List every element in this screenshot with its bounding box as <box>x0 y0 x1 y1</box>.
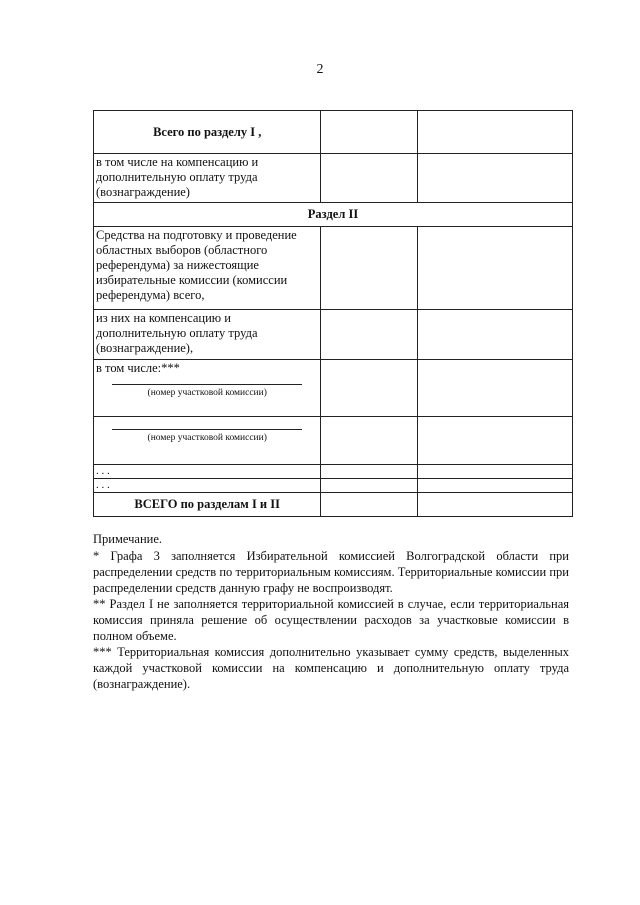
including-cell <box>94 360 321 417</box>
commission-caption: (номер участковой комиссии) <box>147 388 267 398</box>
table-cell <box>321 360 418 417</box>
ellipsis-row-label: . . . <box>94 465 321 479</box>
section2-funds-label: Средства на подготовку и проведение областных выборов (областного референдума) за нижестоящие избирательные комиссии (комиссии референдума) всего, <box>94 227 321 310</box>
table-cell <box>321 111 418 154</box>
table-cell <box>418 417 573 465</box>
section1-total-label: Всего по разделу I , <box>94 111 321 154</box>
table-row <box>94 203 573 227</box>
table-cell <box>321 493 418 517</box>
budget-table <box>93 110 573 517</box>
table-row <box>94 465 573 479</box>
commission-cell <box>94 417 321 465</box>
table-cell <box>418 493 573 517</box>
table-cell <box>321 154 418 203</box>
page-number: 2 <box>316 62 324 77</box>
notes-section <box>93 531 569 692</box>
grand-total-label: ВСЕГО по разделам I и II <box>94 493 321 517</box>
table-cell <box>321 479 418 493</box>
including-label: в том числе:*** <box>96 361 180 375</box>
table-row <box>94 479 573 493</box>
commission-blank-line <box>112 383 302 385</box>
table-cell <box>418 111 573 154</box>
table-cell <box>418 479 573 493</box>
notes-title: Примечание. <box>93 532 163 546</box>
table-cell <box>321 465 418 479</box>
commission-caption: (номер участковой комиссии) <box>147 433 267 443</box>
table-row <box>94 227 573 310</box>
table-cell <box>418 227 573 310</box>
note-3: *** Территориальная комиссия дополнительно указывает сумму средств, выделенных каждой участковой комиссии на компенсацию и дополнительную оплату труда (вознаграждение). <box>93 645 569 691</box>
table-cell <box>418 360 573 417</box>
commission-blank-line <box>112 428 302 430</box>
table-row <box>94 111 573 154</box>
table-cell <box>321 227 418 310</box>
note-2: ** Раздел I не заполняется территориальной комиссией в случае, если территориальная комиссия приняла решение об осуществлении расходов за участковые комиссии в полном объеме. <box>93 597 569 643</box>
table-row <box>94 493 573 517</box>
ellipsis-row-label: . . . <box>94 479 321 493</box>
section2-comp-label: из них на компенсацию и дополнительную оплату труда (вознаграждение), <box>94 310 321 360</box>
table-row <box>94 310 573 360</box>
section1-comp-label: в том числе на компенсацию и дополнительную оплату труда (вознаграждение) <box>94 154 321 203</box>
table-row <box>94 154 573 203</box>
note-1: * Графа 3 заполняется Избирательной комиссией Волгоградской области при распределении средств по территориальным комиссиям. Территориальные комиссии при распределении средств данную графу не воспроизводят. <box>93 549 569 595</box>
table-cell <box>418 310 573 360</box>
table-cell <box>321 417 418 465</box>
section2-header: Раздел II <box>94 203 573 227</box>
table-row <box>94 360 573 417</box>
table-row <box>94 417 573 465</box>
table-cell <box>418 465 573 479</box>
table-cell <box>418 154 573 203</box>
table-cell <box>321 310 418 360</box>
